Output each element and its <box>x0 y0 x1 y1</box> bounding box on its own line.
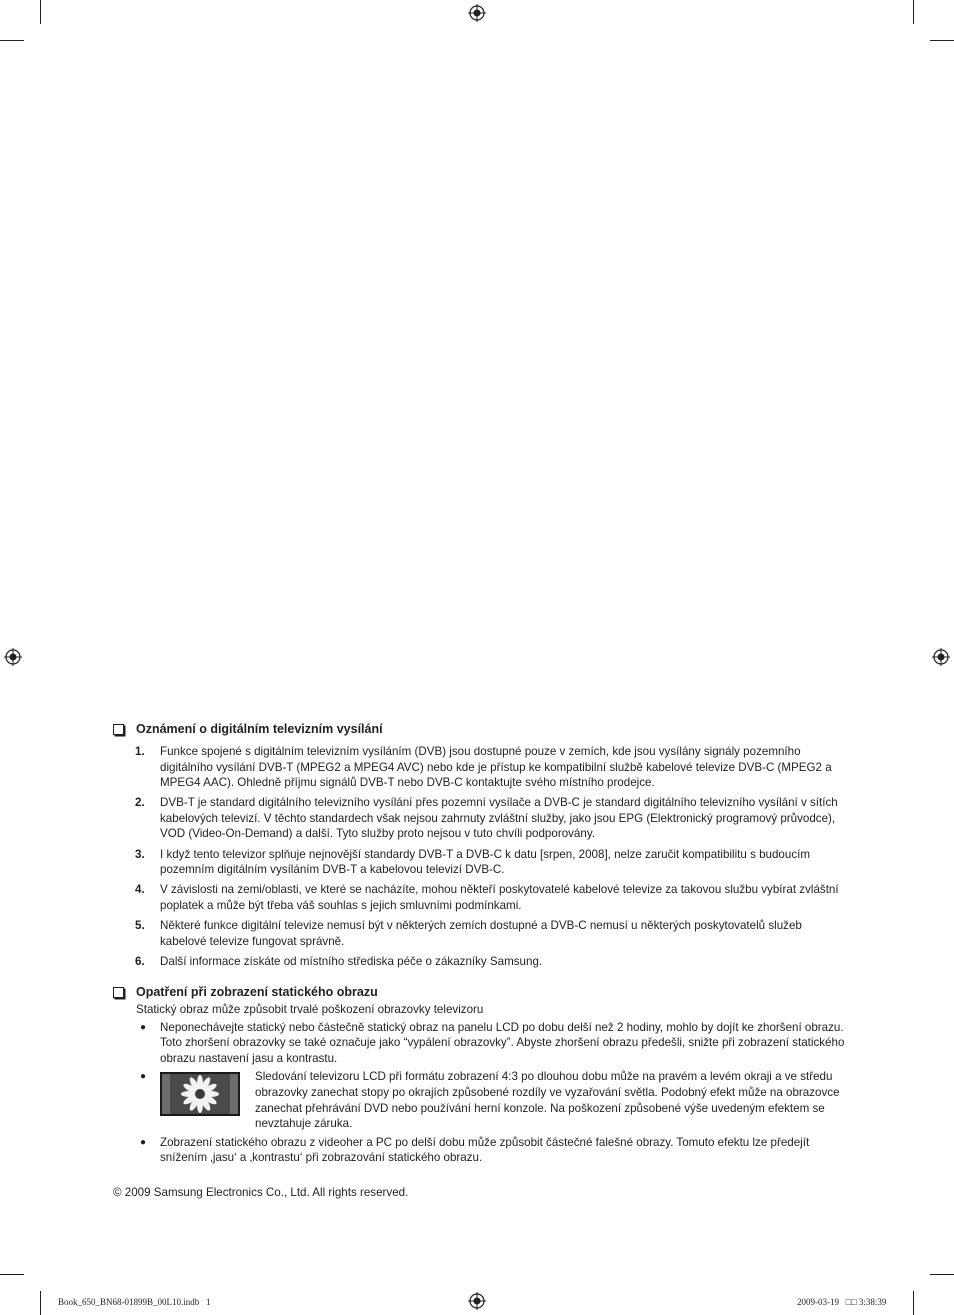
list-item <box>113 795 848 842</box>
checkbox-bullet-icon <box>113 987 124 998</box>
list-item <box>113 847 848 878</box>
item-number: 1. <box>135 745 145 758</box>
section-heading-text: Oznámení o digitálním televizním vysílání <box>136 722 383 736</box>
registration-mark-icon <box>4 648 22 666</box>
crop-mark <box>913 1291 914 1315</box>
bullet-icon: ● <box>140 1071 147 1083</box>
checkbox-bullet-icon <box>113 724 124 735</box>
list-item <box>113 882 848 913</box>
footer-file-info: Book_650_BN68-01899B_00L10.indb 1 <box>58 1297 211 1307</box>
section-intro: Statický obraz může způsobit trvalé poškození obrazovky televizoru <box>136 1003 484 1016</box>
section-heading-text: Opatření při zobrazení statického obrazu <box>136 985 378 999</box>
item-text: Další informace získáte od místního střediska péče o zákazníky Samsung. <box>160 954 543 968</box>
numbered-list <box>113 744 848 969</box>
item-text: Zobrazení statického obrazu z videoher a PC po delší dobu může způsobit částečné falešné obrazy. Tomuto efektu lze předejít snížením ‚jasu‘ a ‚kontrastu‘ při zobrazování statického obrazu. <box>160 1135 810 1165</box>
crop-mark <box>0 40 24 41</box>
crop-mark <box>930 1274 954 1275</box>
crop-mark <box>40 1291 41 1315</box>
crop-mark <box>40 0 41 24</box>
bullet-icon: ● <box>140 1136 147 1148</box>
list-item <box>113 918 848 949</box>
bullet-list <box>113 1020 848 1166</box>
list-item <box>113 1069 848 1131</box>
item-text: I když tento televizor splňuje nejnovější standardy DVB-T a DVB-C k datu [srpen, 2008], nelze zaručit kompatibilitu s budoucím pozemním digitálním vysíláním DVB-T a kabelovou televizí DVB-C. <box>160 847 811 877</box>
section-heading <box>113 722 848 736</box>
crop-mark <box>930 40 954 41</box>
item-number: 6. <box>135 954 145 968</box>
registration-mark-icon <box>468 1292 486 1310</box>
item-text: DVB-T je standard digitálního televizního vysílání přes pozemní vysílače a DVB-C je standard digitálního televizního vysílání v sítích kabelových televizí. V těchto standardech však nejsou zahrnuty zvláštní služby, jako jsou EPG (Elektronický programový průvodce), VOD (Video-On-Demand) a další. Tyto služby proto nejsou v tuto chvíli podporovány. <box>160 796 838 841</box>
item-text: Některé funkce digitální televize nemusí být v některých zemích dostupné a DVB-C nemusí u některých poskytovatelů služeb kabelové televize fungovat správně. <box>160 918 802 948</box>
registration-mark-icon <box>932 648 950 666</box>
digital-broadcast-notice <box>113 722 848 974</box>
item-number: 5. <box>135 918 145 932</box>
item-text: V závislosti na zemi/oblasti, ve které se nacházíte, mohou někteří poskytovatelé kabelové televize za takovou službu vybírat zvláštní poplatek a může být třeba váš souhlas s jejich smluvními podmínkami. <box>160 883 839 912</box>
section-heading <box>113 985 848 999</box>
item-text: Funkce spojené s digitálním televizním vysíláním (DVB) jsou dostupné pouze v zemích, kde jsou vysílány signály pozemního digitálního vysílání DVB-T (MPEG2 a MPEG4 AVC) nebo kde je přístup ke kompatibilní službě kabelové televize DVB-C (MPEG2 a MPEG4 AAC). Ohledně příjmu signálů DVB-T nebo DVB-C kontaktujte svého místního prodejce. <box>160 745 832 790</box>
crop-mark <box>0 1274 24 1275</box>
list-item <box>113 744 848 791</box>
item-number: 4. <box>135 883 145 897</box>
item-text: Sledování televizoru LCD při formátu zobrazení 4:3 po dlouhou dobu může na pravém a levém okraji a ve středu obrazovky zanechat stopy po okrajích způsobené rozdíly ve vyzařování světla. Podobný efekt může na obrazovce zanechat přehrávání DVD nebo používání herní konzole. Na poškození způsobené výše uvedeným efektem se nevztahuje záruka. <box>255 1070 840 1131</box>
bullet-icon: ● <box>140 1021 147 1033</box>
item-text: Neponechávejte statický nebo částečně statický obraz na panelu LCD po dobu delší než 2 hodiny, mohlo by dojít ke zhoršení obrazu. Toto zhoršení obrazovky se také označuje jako “vypálení obrazovky”. Abyste zhoršení obrazu předešli, snižte při zobrazení statického obrazu nastavení jasu a kontrastu. <box>160 1020 845 1065</box>
crop-mark <box>913 0 914 24</box>
static-image-precautions <box>113 985 848 1169</box>
footer-datetime: 2009-03-19 □□ 3:38:39 <box>797 1297 887 1307</box>
list-item <box>113 954 848 970</box>
item-number: 3. <box>135 847 145 861</box>
item-number: 2. <box>135 796 145 810</box>
copyright-notice: © 2009 Samsung Electronics Co., Ltd. All rights reserved. <box>113 1186 409 1199</box>
tv-screen-flower-image <box>160 1072 240 1116</box>
registration-mark-icon <box>468 4 486 22</box>
list-item <box>113 1135 848 1166</box>
list-item <box>113 1020 848 1067</box>
